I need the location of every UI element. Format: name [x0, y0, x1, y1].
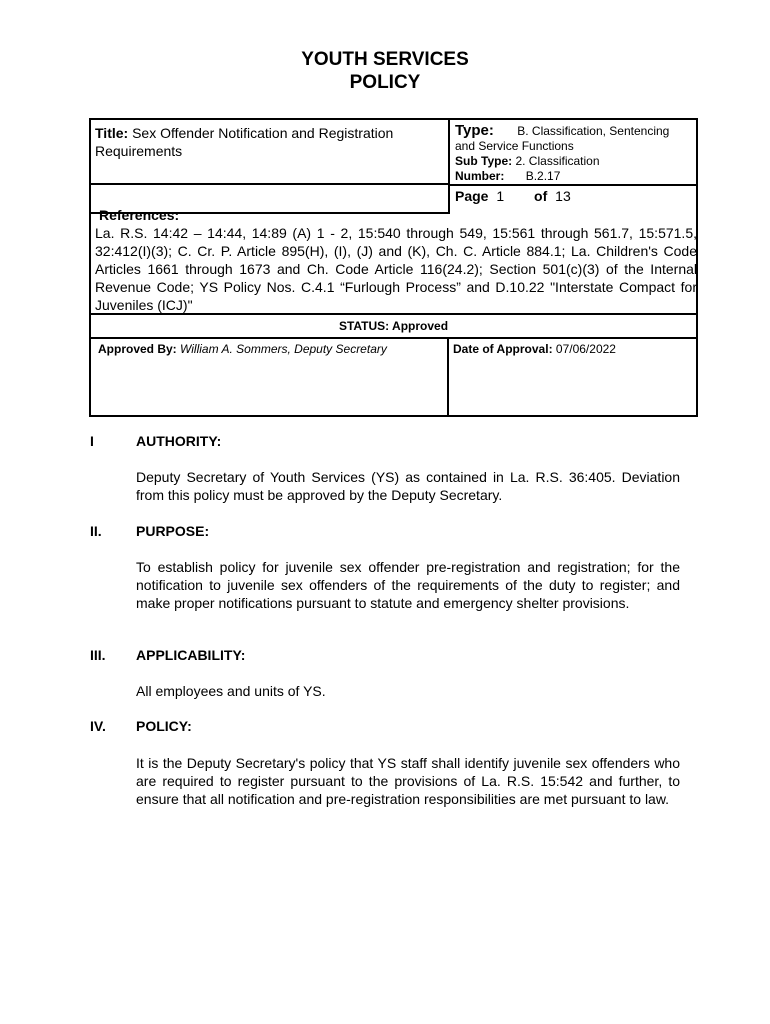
subtype-value: 2. Classification	[515, 154, 600, 168]
page-number: 1	[496, 188, 505, 204]
references-text: La. R.S. 14:42 – 14:44, 14:89 (A) 1 - 2, 15:540 through 549, 15:561 through 561.7, 15:571.5, 32:412(I)(3); C. Cr. P. Article 895(H), (I), (J) and (K), Ch. C. Article 884.1; La. Children's Code Articles 1661 through 1673 and Ch. Code Article 116(24.2); Section 501(c)(3) of the Internal Revenue Code; YS Policy Nos. C.4.1 “Furlough Process” and D.10.22 "Interstate Compact for Juveniles (ICJ)"	[95, 225, 697, 313]
approval-date-cell	[453, 342, 693, 356]
section-number: I	[90, 433, 94, 449]
section-body: All employees and units of YS.	[136, 683, 326, 699]
page-count-cell	[455, 188, 571, 204]
approval-date-value: 07/06/2022	[555, 342, 616, 356]
title-label: Title:	[95, 125, 129, 141]
table-divider	[448, 184, 698, 186]
number-label: Number:	[455, 169, 505, 183]
section-number: III.	[90, 647, 106, 663]
title-cell	[95, 124, 445, 160]
table-divider	[448, 120, 450, 214]
status-badge: STATUS: Approved	[338, 319, 449, 333]
section-number: II.	[90, 523, 102, 539]
section-body: To establish policy for juvenile sex offender pre-registration and registration; for the notification to juvenile sex offenders of the requirements of the duty to register; and make proper notifications pursuant to statute and emergency shelter provisions.	[136, 559, 680, 611]
page-label: Page	[455, 188, 489, 204]
subtype-label: Sub Type:	[455, 154, 513, 168]
page-total: 13	[555, 188, 571, 204]
approved-by-value: William A. Sommers, Deputy Secretary	[180, 342, 387, 356]
document-title	[0, 48, 770, 94]
type-value-line-1: B. Classification, Sentencing	[517, 124, 670, 138]
approved-by-cell	[98, 342, 448, 356]
approval-date-label: Date of Approval:	[453, 342, 553, 356]
references-label: References:	[99, 207, 180, 223]
section-number: IV.	[90, 718, 106, 734]
section-body: Deputy Secretary of Youth Services (YS) as contained in La. R.S. 36:405. Deviation from this policy must be approved by the Deputy Secretary.	[136, 469, 680, 503]
title-line-2: POLICY	[349, 72, 421, 93]
section-heading: POLICY:	[136, 718, 192, 734]
type-cell	[455, 123, 695, 184]
number-value: B.2.17	[525, 169, 561, 183]
section-heading: AUTHORITY:	[136, 433, 222, 449]
title-line-1: YOUTH SERVICES	[301, 49, 469, 70]
approved-by-label: Approved By:	[98, 342, 177, 356]
table-divider	[91, 337, 696, 339]
title-value: Sex Offender Notification and Registration Requirements	[95, 125, 394, 159]
references-cell	[95, 206, 697, 314]
of-label: of	[534, 188, 548, 204]
section-heading: PURPOSE:	[136, 523, 210, 539]
type-label: Type:	[455, 122, 494, 139]
section-body: It is the Deputy Secretary's policy that YS staff shall identify juvenile sex offenders who are required to register pursuant to the provisions of La. R.S. 15:542 and further, to ensure that all notification and pre-registration responsibilities are met pursuant to law.	[136, 755, 680, 807]
table-divider	[91, 183, 448, 185]
type-value-line-2: and Service Functions	[455, 139, 574, 153]
section-heading: APPLICABILITY:	[136, 647, 246, 663]
policy-header-table	[89, 118, 698, 417]
